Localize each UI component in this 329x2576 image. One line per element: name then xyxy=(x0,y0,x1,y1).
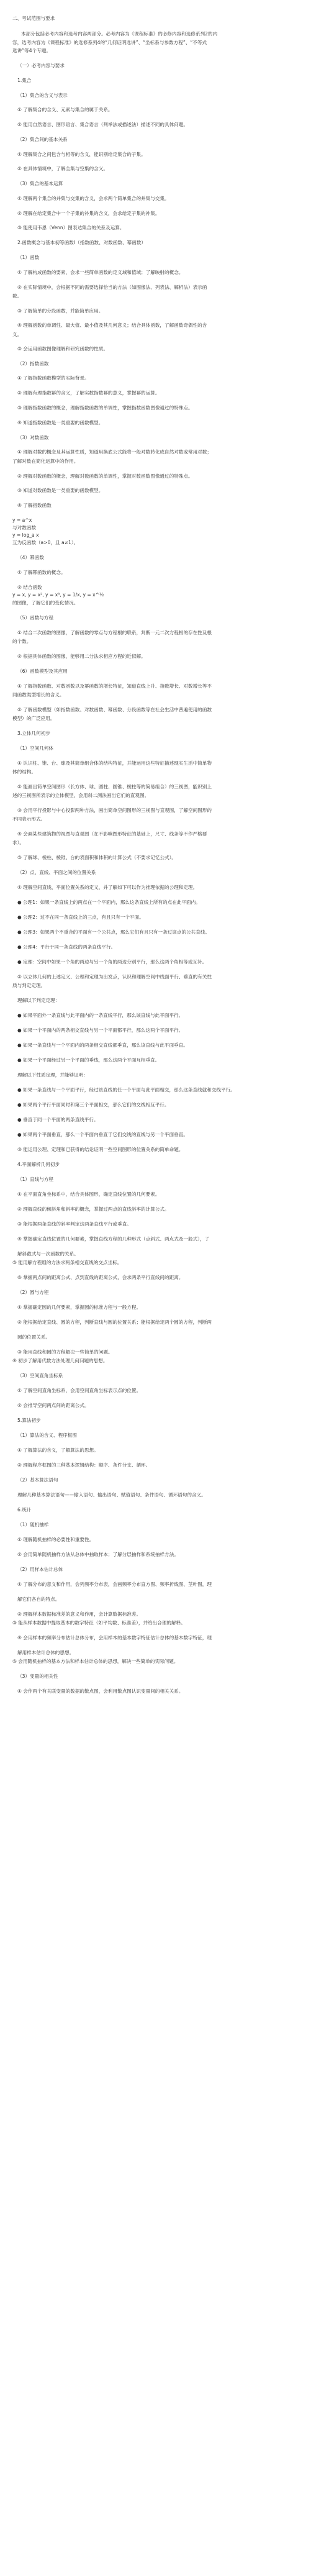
text-line: ⑤ 能用解方程组的方法求两条相交直线的交点坐标。 xyxy=(12,1260,122,1265)
text-line: 解斜截式与一次函数的关系。 xyxy=(17,1251,79,1257)
text-line: 质与判定定理。 xyxy=(12,983,46,988)
text-line: ① 了解集合的含义、元素与集合的属于关系。 xyxy=(17,107,113,112)
text-line: 二、考试范围与要求 xyxy=(12,16,55,21)
text-line: ③ 了解简单的分段函数，并能简单应用。 xyxy=(17,308,104,314)
text-line: ⑤ 会用随机抽样的基本方法和样本估计总体的思想，解决一些简单的实际问题。 xyxy=(12,1659,179,1664)
text-line: ● 公理4：平行于同一条直线的两条直线平行。 xyxy=(17,944,116,950)
text-line: 体的结构。 xyxy=(12,769,36,775)
text-line: ② 在具体情境中，了解全集与空集的含义。 xyxy=(17,166,108,171)
text-line: y = a^x xyxy=(12,517,32,523)
text-line: ① 了解算法的含义，了解算法的思想。 xyxy=(17,1447,99,1453)
text-line: ② 理解有理指数幂的含义，了解实数指数幂的意义，掌握幂的运算。 xyxy=(17,390,160,396)
text-line: （3）变量的相关性 xyxy=(17,1673,58,1679)
text-line: （2）用样本估计总体 xyxy=(17,1567,63,1572)
text-line: ● 如果一条直线与一个平面平行，经过该直线的任一个平面与此平面相交，那么这条直线就和交线平行。 xyxy=(17,1087,235,1093)
text-line: ④ 会画某些建筑物的视图与直观图（在不影响图形特征的基础上，尺寸、线条等不作严格要 xyxy=(17,831,207,837)
text-line: 述的三视图所表示的立体模型，会用斜二测法画出它们的直观图。 xyxy=(12,793,150,798)
text-line: 模型）的广泛应用。 xyxy=(12,716,55,721)
text-line: 互为反函数（a>0，且 a≠1）。 xyxy=(12,540,79,545)
text-line: ④ 知道指数函数是一类重要的函数模型。 xyxy=(17,420,104,426)
text-line: 义。 xyxy=(12,332,22,337)
text-line: ⑥ 掌握两点间的距离公式、点到直线的距离公式，会求两条平行直线间的距离。 xyxy=(17,1275,184,1280)
text-line: ① 掌握确定圆的几何要素，掌握圆的标准方程与一般方程。 xyxy=(17,1304,142,1310)
text-line: y = log_a x xyxy=(12,532,39,538)
text-line: ② 理解直线的倾斜角和斜率的概念，掌握过两点的直线斜率的计算公式。 xyxy=(17,1206,169,1212)
text-line: ④ 会用样本的频率分布估计总体分布，会用样本的基本数字特征估计总体的基本数字特征，理 xyxy=(17,1635,212,1641)
text-line: （2）基本算法语句 xyxy=(17,1477,58,1483)
text-line: 理解以下性质定理，并能够证明： xyxy=(17,1072,88,1078)
text-line: 本部分包括必考内容和选考内容两部分。必考内容为《课程标准》的必修内容和选修系列2的内 xyxy=(21,31,218,37)
text-line: 的图像，了解它们的变化情况。 xyxy=(12,600,79,606)
text-line: （3）对数函数 xyxy=(17,435,49,440)
text-line: ④ 理解函数的单调性、最大值、最小值及其几何意义；结合具体函数，了解函数奇偶性的含 xyxy=(17,322,207,328)
text-line: 圆的位置关系。 xyxy=(17,1334,51,1340)
text-line: ② 结合函数 xyxy=(17,585,42,590)
text-line: 与对数函数 xyxy=(12,525,36,530)
text-line: ① 了解指数函数、对数函数以及幂函数的增长特征，知道直线上升、指数增长、对数增长等不 xyxy=(17,683,212,689)
text-line: ① 会作两个有关联变量的数据的散点图，会利用散点图认识变量间的相关关系。 xyxy=(17,1688,184,1694)
text-line: （1）集合的含义与表示 xyxy=(17,93,68,98)
text-line: （6）函数模型及其应用 xyxy=(17,668,68,674)
text-line: ① 理解随机抽样的必要性和重要性。 xyxy=(17,1537,94,1542)
text-line: ③ 知道对数函数是一类重要的函数模型。 xyxy=(17,488,104,493)
text-line: 6.统计 xyxy=(17,1507,32,1513)
text-line: ① 了解分布的意义和作用，会列频率分布表，会画频率分布直方图、频率折线图、茎叶图，理 xyxy=(17,1582,212,1587)
text-line: ② 能画出简单空间图形（长方体、球、圆柱、圆锥、棱柱等的简易组合）的三视图，能识别上 xyxy=(17,784,212,790)
text-line: ② 能根据给定直线、圆的方程，判断直线与圆的位置关系；能根据给定两个圆的方程，判断两 xyxy=(17,1319,212,1325)
text-line: ② 理解在给定集合中一个子集的补集的含义，会求给定子集的补集。 xyxy=(17,211,160,216)
text-line: ① 理解空间直线、平面位置关系的定义，并了解如下可以作为推理依据的公理和定理。 xyxy=(17,885,198,890)
text-line: ● 公理2：过不在同一条直线上的三点，有且只有一个平面。 xyxy=(17,914,144,920)
text-line: （1）空间几何体 xyxy=(17,745,53,751)
text-line: （1）直线与方程 xyxy=(17,1176,53,1182)
text-line: （4）幂函数 xyxy=(17,555,44,560)
text-line: 4.平面解析几何初步 xyxy=(17,1162,60,1167)
text-line: （3）集合的基本运算 xyxy=(17,181,63,186)
text-line: ② 理解程序框图的三种基本逻辑结构：顺序、条件分支、循环。 xyxy=(17,1462,151,1468)
text-line: 1.集合 xyxy=(17,78,32,83)
text-line: 了解对数在简化运算中的作用。 xyxy=(12,458,79,464)
text-line: （2）点、直线、平面之间的位置关系 xyxy=(17,870,96,875)
text-line: ③ 理解指数函数的概念，理解指数函数的单调性，掌握指数函数图像通过的特殊点。 xyxy=(17,405,193,411)
text-line: 同函数类型增长的含义。 xyxy=(12,692,65,698)
text-line: ③ 能运用公理、定理和已获得的结论证明一些空间图形的位置关系的简单命题。 xyxy=(17,1147,184,1152)
text-line: ● 如果平面外一条直线与此平面内的一条直线平行，那么该直线与此平面平行。 xyxy=(17,1013,184,1018)
text-line: ② 在实际情境中，会根据不同的需要选择恰当的方法（如图像法、列表法、解析法）表示函 xyxy=(17,284,207,290)
text-line: （5）函数与方程 xyxy=(17,615,53,621)
text-line: ③ 能从样本数据中提取基本的数字特征（如平均数、标准差），并给出合理的解释。 xyxy=(12,1620,186,1626)
text-line: 理解以下判定定理： xyxy=(17,998,60,1003)
text-line: ② 能用自然语言、图形语言、集合语言（列举法或描述法）描述不同的具体问题。 xyxy=(17,122,188,127)
text-line: ① 理解两个集合的并集与交集的含义，会求两个简单集合的并集与交集。 xyxy=(17,196,169,201)
text-line: ④ 了解指数函数 xyxy=(17,503,52,508)
text-line: ① 认识柱、锥、台、球及其简单组合体的结构特征，并能运用这些特征描述现实生活中简单物 xyxy=(17,760,212,766)
text-line: ③ 能使用韦恩（Venn）图表达集合的关系及运算。 xyxy=(17,225,125,230)
text-line: ● 如果一条直线与一个平面内的两条相交直线都垂直，那么该直线与此平面垂直。 xyxy=(17,1042,188,1048)
text-line: ④ 掌握确定直线位置的几何要素，掌握直线方程的几种形式（点斜式、两点式及一般式），了 xyxy=(17,1236,210,1242)
text-line: 求）。 xyxy=(12,840,24,845)
text-line: ③ 会用平行投影与中心投影两种方法，画出简单空间图形的三视图与直观图，了解空间图形的 xyxy=(17,808,212,813)
text-line: ⑤ 会运用函数图像理解和研究函数的性质。 xyxy=(17,346,108,352)
text-line: 容，选考内容为《课程标准》的选修系列4的“几何证明选讲”、“坐标系与参数方程”、“不等式 xyxy=(12,40,207,45)
text-line: （3）空间直角坐标系 xyxy=(17,1373,63,1378)
text-line: ① 理解对数的概念及其运算性质，知道用换底公式能将一般对数转化成自然对数或常用对数； xyxy=(17,449,212,455)
text-line: （2）圆与方程 xyxy=(17,1290,49,1295)
text-line: ② 会推导空间两点间的距离公式。 xyxy=(17,1403,89,1408)
text-line: 解用样本估计总体的思想。 xyxy=(17,1650,74,1655)
text-line: ① 了解构成函数的要素，会求一些简单函数的定义域和值域；了解映射的概念。 xyxy=(17,270,184,275)
text-line: ② 会用简单随机抽样方法从总体中抽取样本；了解分层抽样和系统抽样方法。 xyxy=(17,1552,179,1557)
text-line: ① 理解集合之间包含与相等的含义，能识别给定集合的子集。 xyxy=(17,152,146,157)
text-line: 的个数。 xyxy=(12,639,32,644)
text-line: ● 如果一个平面内的两条相交直线与另一个平面都平行，那么这两个平面平行。 xyxy=(17,1027,184,1033)
text-line: ② 了解函数模型（如指数函数、对数函数、幂函数、分段函数等在社会生活中普遍使用的函数 xyxy=(17,707,212,712)
text-line: 不同表示形式。 xyxy=(12,816,46,822)
text-line: 3.立体几何初步 xyxy=(17,730,50,736)
text-line: ● 公理1：如果一条直线上的两点在一个平面内，那么这条直线上所有的点在此平面内。 xyxy=(17,899,201,905)
text-line: ● 如果一个平面经过另一个平面的垂线，那么这两个平面互相垂直。 xyxy=(17,1057,160,1063)
text-line: ② 根据具体函数的图像，能够用二分法求相应方程的近似解。 xyxy=(17,653,146,659)
text-line: 解它们各自的特点。 xyxy=(17,1596,60,1602)
text-line: ① 在平面直角坐标系中，结合具体图形，确定直线位置的几何要素。 xyxy=(17,1191,160,1197)
text-line: ⑤ 了解球、棱柱、棱锥、台的表面积和体积的计算公式（不要求记忆公式）。 xyxy=(17,855,177,860)
text-line: ● 如果两个平行平面同时和第三个平面相交，那么它们的交线相互平行。 xyxy=(17,1102,169,1108)
text-line: （1）随机抽样 xyxy=(17,1522,49,1527)
text-line: 选讲”等4个专题。 xyxy=(12,48,51,53)
text-line: 5.算法初步 xyxy=(17,1418,41,1423)
text-line: ③ 能用直线和圆的方程解决一些简单的问题。 xyxy=(17,1349,113,1355)
text-line: ① 了解幂函数的概念。 xyxy=(17,570,66,575)
text-line: ① 了解指数函数模型的实际背景。 xyxy=(17,375,89,381)
text-line: （2）集合间的基本关系 xyxy=(17,137,68,142)
text-line: ● 定理：空间中如果一个角的两边与另一个角的两边分别平行，那么这两个角相等或互补。 xyxy=(17,959,207,965)
text-line: ③ 能根据两条直线的斜率判定这两条直线平行或垂直。 xyxy=(17,1221,132,1227)
text-line: 数。 xyxy=(12,293,22,299)
text-line: ● 垂直于同一个平面的两条直线平行。 xyxy=(17,1117,99,1122)
text-line: ② 理解样本数据标准差的意义和作用，会计算数据标准差。 xyxy=(17,1611,142,1617)
text-line: ① 结合二次函数的图像，了解函数的零点与方程根的联系，判断一元二次方程根的存在性及根 xyxy=(17,630,212,635)
text-line: y = x, y = x², y = x³, y = 1/x, y = x^½ xyxy=(12,592,104,598)
text-line: ● 公理3：如果两个不重合的平面有一个公共点，那么它们有且只有一条过该点的公共直线。 xyxy=(17,929,210,935)
text-line: ● 如果两个平面垂直，那么一个平面内垂直于它们交线的直线与另一个平面垂直。 xyxy=(17,1132,188,1137)
text-line: （2）指数函数 xyxy=(17,361,49,366)
text-line: （一）必考内容与要求 xyxy=(17,63,65,68)
text-line: ① 了解空间直角坐标系，会用空间直角坐标表示点的位置。 xyxy=(17,1388,142,1393)
text-line: ② 理解对数函数的概念，理解对数函数的单调性，掌握对数函数图像通过的特殊点。 xyxy=(17,473,193,479)
text-line: 2.函数概念与基本初等函数Ⅰ（指数函数、对数函数、幂函数） xyxy=(17,240,146,245)
text-line: 理解几种基本算法语句——输入语句、输出语句、赋值语句、条件语句、循环语句的含义。 xyxy=(17,1492,206,1498)
text-line: （1）函数 xyxy=(17,255,40,260)
text-line: （1）算法的含义、程序框图 xyxy=(17,1432,77,1438)
text-line: ④ 初步了解用代数方法处理几何问题的思想。 xyxy=(12,1358,108,1363)
text-line: ② 以立体几何的上述定义、公理和定理为出发点，认识和理解空间中线面平行、垂直的有关性 xyxy=(17,974,212,980)
